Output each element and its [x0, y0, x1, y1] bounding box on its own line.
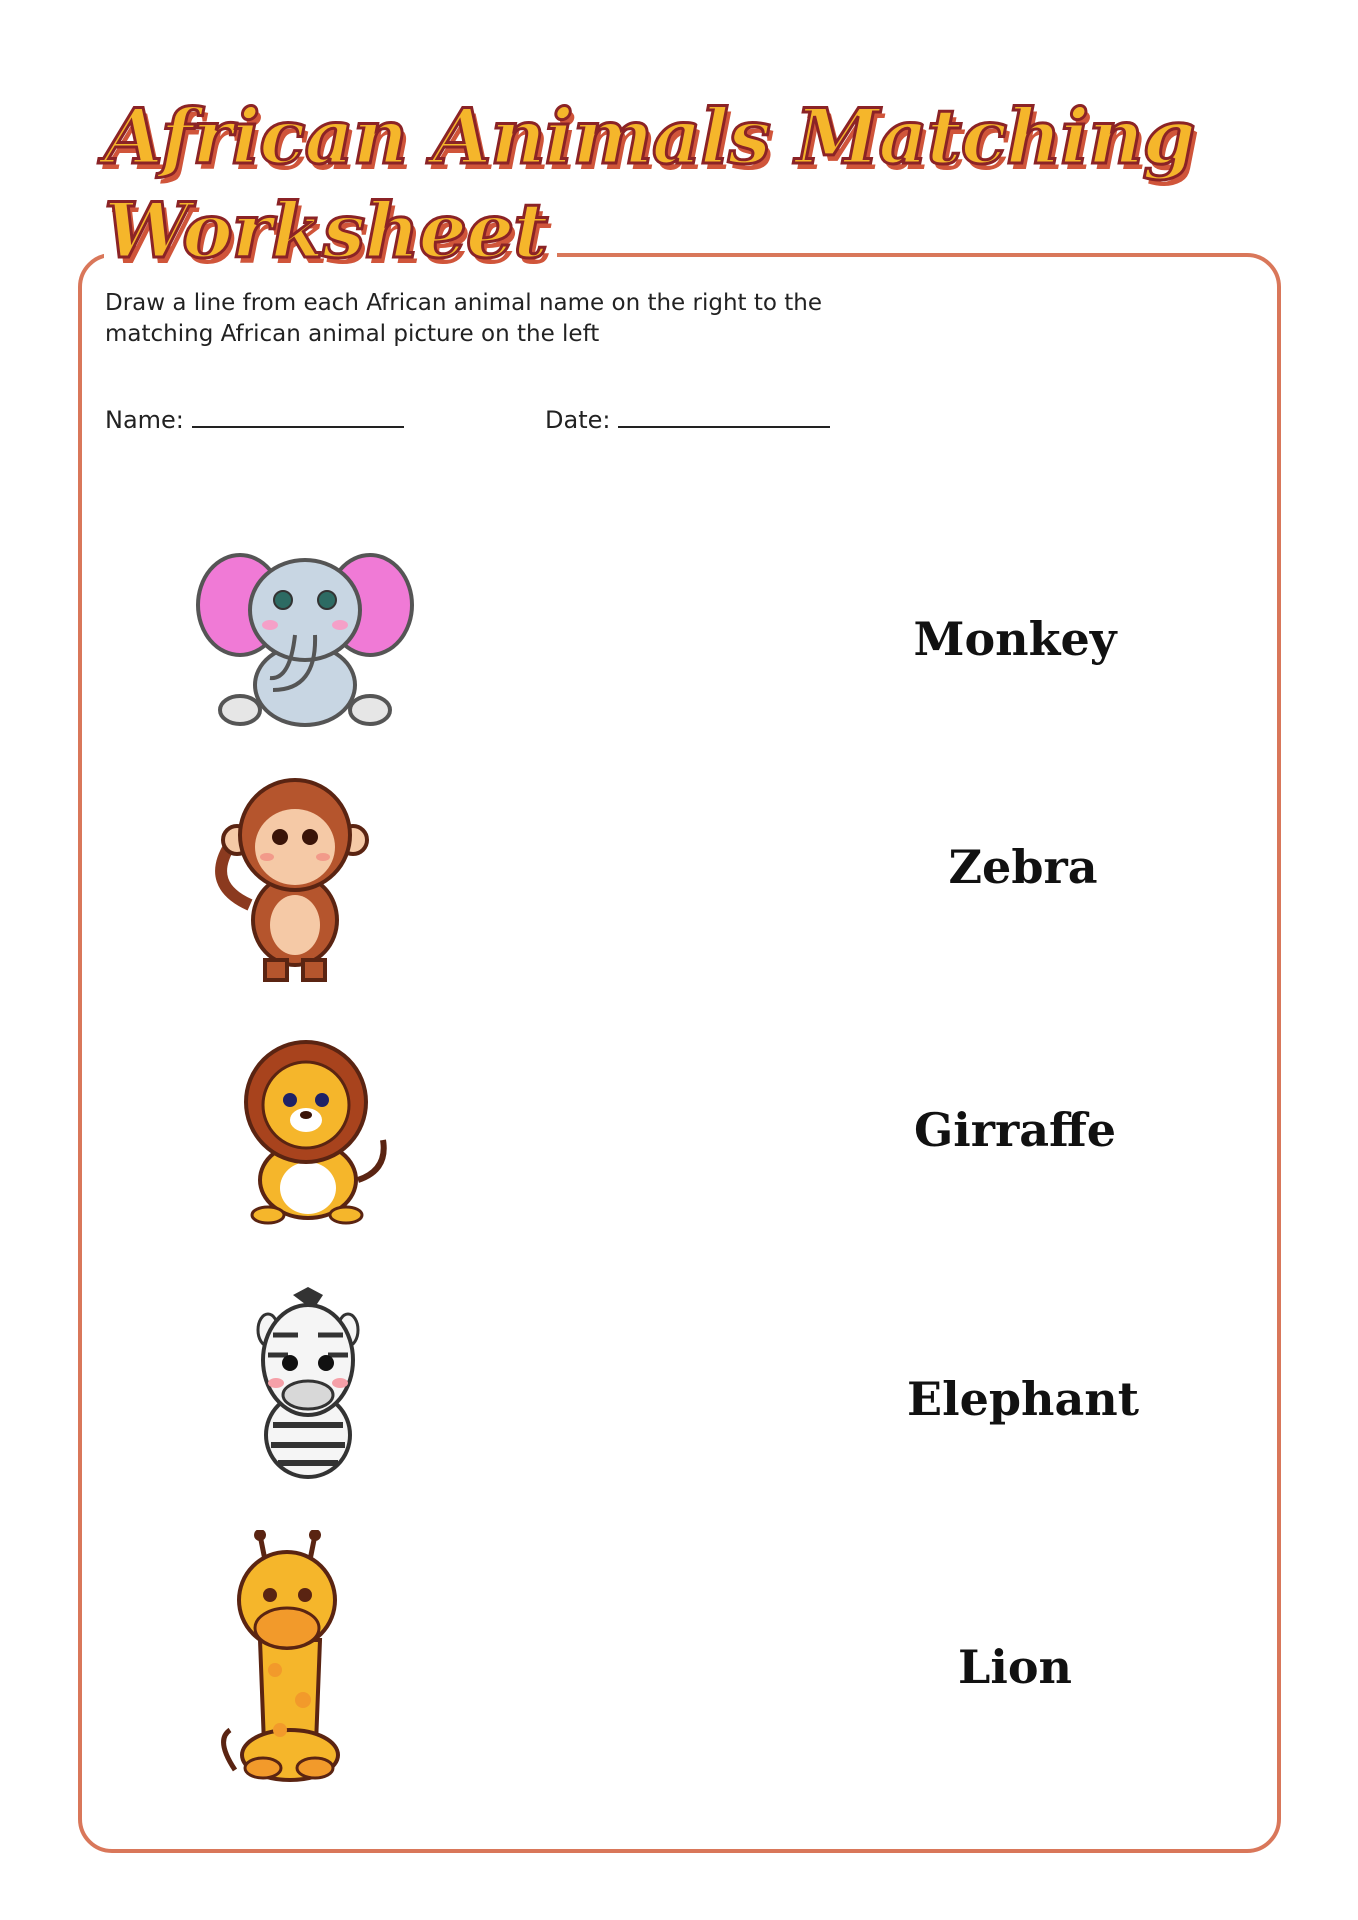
word-zebra[interactable]: Zebra: [948, 840, 1098, 894]
date-blank-line[interactable]: [618, 404, 830, 428]
name-blank-line[interactable]: [192, 404, 404, 428]
word-girraffe[interactable]: Girraffe: [913, 1103, 1117, 1157]
worksheet-title: [104, 90, 1195, 278]
instructions: Draw a line from each African animal name on the right to the matching African animal picture on the left: [105, 290, 823, 347]
elephant-icon[interactable]: [195, 550, 415, 730]
lion-icon[interactable]: [228, 1040, 398, 1225]
zebra-icon[interactable]: [238, 1285, 378, 1485]
date-field[interactable]: [545, 404, 830, 434]
monkey-icon[interactable]: [205, 775, 375, 985]
word-elephant[interactable]: Elephant: [907, 1372, 1139, 1426]
name-field[interactable]: [105, 404, 404, 434]
word-monkey[interactable]: Monkey: [913, 612, 1117, 666]
title-line-1: African Animals Matching: [104, 92, 1195, 181]
giraffe-icon[interactable]: [215, 1530, 375, 1790]
date-label: Date:: [545, 406, 611, 434]
word-lion[interactable]: Lion: [958, 1640, 1072, 1694]
title-line-2: Worksheet: [104, 184, 557, 278]
name-label: Name:: [105, 406, 184, 434]
